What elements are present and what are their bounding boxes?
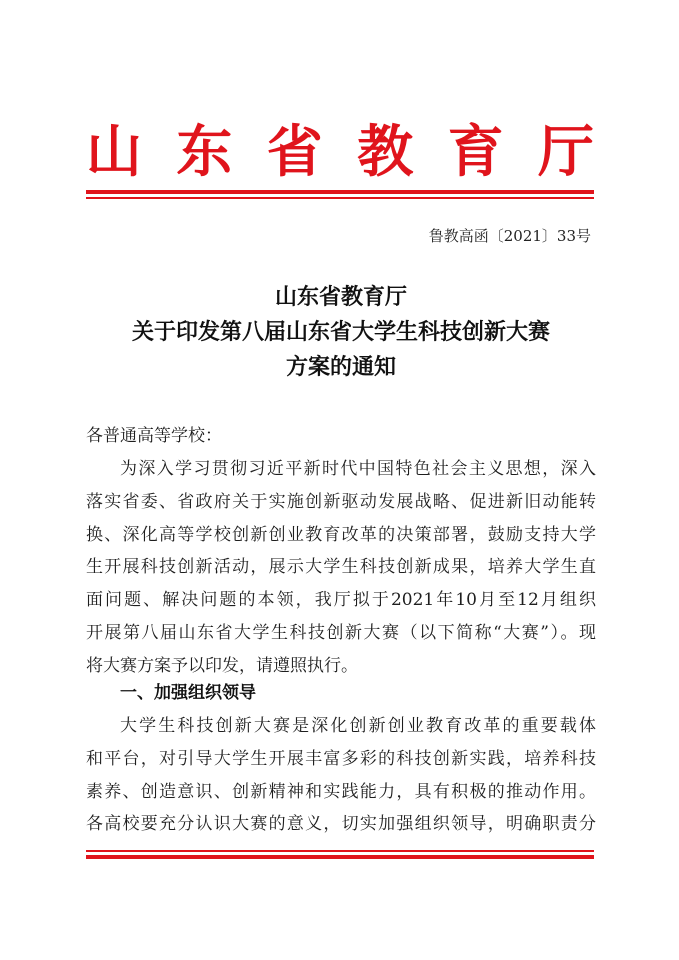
- document-title-line-3: 方案的通知: [285, 354, 396, 380]
- document-title: [86, 280, 596, 385]
- issuing-agency-header: 山东省教育厅: [86, 120, 596, 185]
- document-title-line-2: 关于印发第八届山东省大学生科技创新大赛: [131, 319, 550, 345]
- salutation: 各普通高等学校：: [86, 426, 222, 446]
- paragraph-section-1: [86, 710, 596, 841]
- footer-red-rule-thin: [86, 850, 594, 852]
- paragraph-line: 大学生科技创新大赛是深化创新创业教育改革的重要载体: [120, 716, 596, 736]
- paragraph-line: 换、深化高等学校创新创业教育改革的决策部署，鼓励支持大学: [86, 524, 596, 545]
- paragraph-line: 面问题、解决问题的本领，我厅拟于2021年10月至12月组织: [86, 590, 596, 611]
- document-title-line-1: 山东省教育厅: [274, 284, 407, 310]
- header-red-rule-thin: [86, 197, 594, 199]
- paragraph-line: 为深入学习贯彻习近平新时代中国特色社会主义思想，深入: [120, 459, 596, 479]
- document-number: 鲁教高函〔2021〕33号: [428, 227, 591, 245]
- paragraph-line: 将大赛方案予以印发，请遵照执行。: [86, 655, 358, 676]
- paragraph-intro: [86, 453, 596, 683]
- header-red-rule-thick: [86, 190, 594, 194]
- paragraph-line: 各高校要充分认识大赛的意义，切实加强组织领导，明确职责分: [86, 814, 596, 835]
- paragraph-line: 落实省委、省政府关于实施创新驱动发展战略、促进新旧动能转: [86, 491, 596, 512]
- paragraph-line: 生开展科技创新活动，展示大学生科技创新成果，培养大学生直: [86, 557, 596, 578]
- paragraph-line: 开展第八届山东省大学生科技创新大赛（以下简称“大赛”）。现: [86, 622, 596, 643]
- footer-red-rule-thick: [86, 855, 594, 859]
- section-heading-1: 一、加强组织领导: [120, 683, 256, 703]
- paragraph-line: 和平台，对引导大学生开展丰富多彩的科技创新实践，培养科技: [86, 748, 596, 769]
- paragraph-line: 素养、创造意识、创新精神和实践能力，具有积极的推动作用。: [86, 781, 596, 802]
